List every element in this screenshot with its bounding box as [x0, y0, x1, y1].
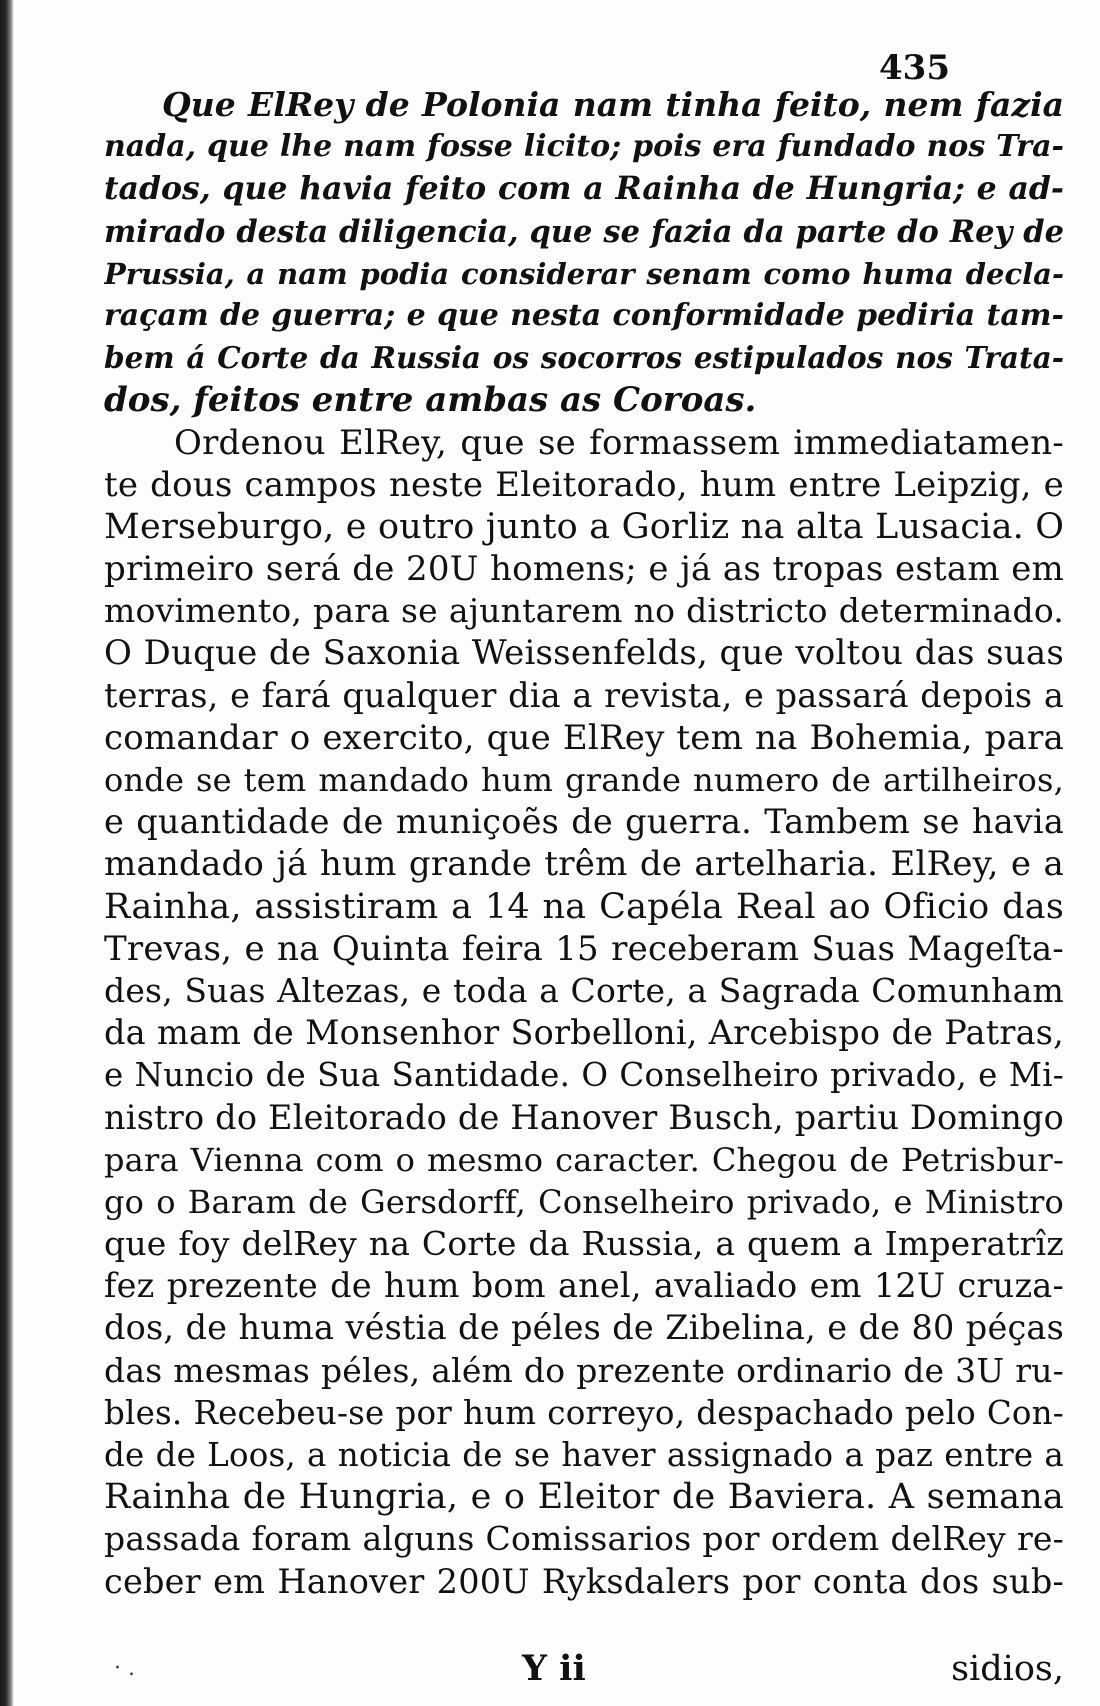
text-line: Rainha de Hungria, e o Eleitor de Baviera. A semana [104, 1477, 1064, 1518]
text-line: que foy delRey na Corte da Russia, a quem a Imperatrîz [104, 1224, 1064, 1264]
text-line: e quantidade de muniçoẽs de guerra. Tambem se havia [104, 802, 1064, 842]
catchword: sidios, [951, 1649, 1064, 1689]
text-line: dos, feitos entre ambas as Coroas. [104, 380, 757, 421]
page-number: 435 [879, 48, 950, 88]
text-line: te dous campos neste Eleitorado, hum entre Leipzig, e [104, 464, 1064, 505]
text-line: Rainha, assistiram a 14 na Capéla Real ao Oficio das [104, 886, 1064, 927]
text-line: bles. Recebeu-se por hum correyo, despachado pelo Con- [104, 1393, 1064, 1432]
text-line: Prussia, a nam podia considerar senam como huma decla- [104, 256, 1064, 291]
text-line: e Nuncio de Sua Santidade. O Conselheiro privado, e Mi- [104, 1056, 1064, 1095]
text-line: go o Baram de Gersdorff, Conselheiro privado, e Ministro [104, 1182, 1064, 1221]
text-line: onde se tem mandado hum grande numero de artilheiros, [104, 761, 1064, 799]
text-line: mirado desta diligencia, que se fazia da parte do Rey de [104, 213, 1064, 250]
text-line: dos, de huma véstia de péles de Zibelina, e de 80 péças [104, 1308, 1064, 1348]
text-line: Ordenou ElRey, que se formassem immediatamen- [174, 422, 1064, 463]
text-line: des, Suas Altezas, e toda a Corte, a Sagrada Comunham [104, 970, 1064, 1010]
text-line: raçam de guerra; e que nesta conformidade pediria tam- [104, 297, 1064, 333]
text-line: de de Loos, a noticia de se haver assignado a paz entre a [104, 1436, 1064, 1474]
text-line: da mam de Monsenhor Sorbelloni, Arcebispo de Patras, [104, 1013, 1064, 1053]
body-text [104, 84, 1064, 1603]
text-line: mandado já hum grande trêm de artelharia. ElRey, e a [104, 844, 1064, 885]
text-line: Merseburgo, e outro junto a Gorliz na alta Lusacia. O [104, 506, 1064, 547]
text-line: para Vienna com o mesmo caracter. Chegou de Petrisbur- [104, 1140, 1064, 1179]
text-line: Que ElRey de Polonia nam tinha feito, nem fazia [162, 85, 1064, 124]
text-line: O Duque de Saxonia Weissenfelds, que voltou das suas [104, 633, 1064, 674]
footer-marks: · . [114, 1656, 135, 1681]
text-line: nada, que lhe nam fosse licito; pois era fundado nos Tra- [104, 129, 1064, 165]
page-binding-edge [0, 0, 14, 1706]
text-line: comandar o exercito, que ElRey tem na Bohemia, para [104, 717, 1064, 758]
text-line: das mesmas péles, além do prezente ordinario de 3U ru- [104, 1350, 1064, 1390]
text-line: passada foram alguns Comissarios por ordem delRey re- [104, 1519, 1064, 1559]
signature-mark: Y ii [522, 1648, 586, 1689]
text-line: ceber em Hanover 200U Ryksdalers por conta dos sub- [104, 1561, 1064, 1601]
text-line: nistro do Eleitorado de Hanover Busch, partiu Domingo [104, 1097, 1064, 1137]
text-line: Trevas, e na Quinta feira 15 receberam Suas Mageſta- [104, 928, 1064, 969]
text-line: bem á Corte da Russia os socorros estipulados nos Trata- [104, 340, 1064, 376]
text-line: tados, que havia feito com a Rainha de Hungria; e ad- [104, 170, 1064, 208]
text-line: fez prezente de hum bom anel, avaliado em 12U cruza- [104, 1266, 1064, 1306]
text-line: primeiro será de 20U homens; e já as tropas estam em [104, 549, 1064, 590]
page-footer [104, 1647, 1064, 1691]
text-line: terras, e fará qualquer dia a revista, e passará depois a [104, 675, 1064, 715]
text-line: movimento, para se ajuntarem no districto determinado. [104, 591, 1064, 631]
